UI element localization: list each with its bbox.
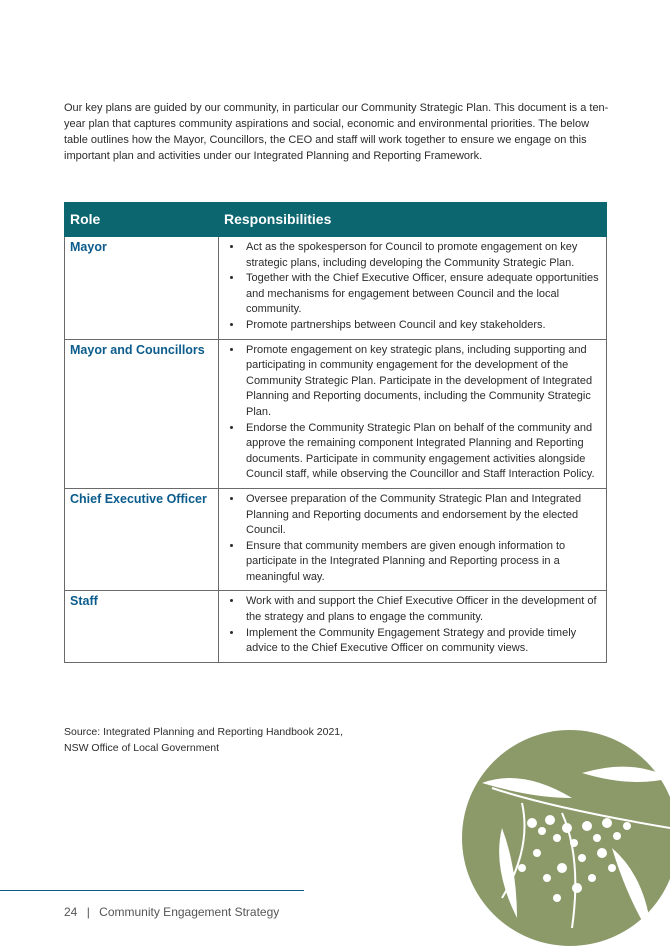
page-number: 24: [64, 905, 78, 919]
header-role: Role: [65, 203, 219, 237]
source-line-2: NSW Office of Local Government: [64, 742, 220, 754]
responsibilities-cell: [219, 591, 607, 662]
footer: [64, 905, 279, 919]
table-header-row: [65, 203, 607, 237]
responsibility-item: • Together with the Chief Executive Officer, ensure adequate opportunities and mechanisms for engagement between Council and the local community.: [243, 271, 601, 318]
responsibilities-cell: [219, 488, 607, 591]
role-staff: Staff: [65, 591, 219, 662]
responsibility-list: [224, 492, 601, 586]
eucalyptus-wattle-branch-icon: [462, 728, 670, 947]
footer-rule: [0, 890, 304, 891]
intro-paragraph: Our key plans are guided by our community, in particular our Community Strategic Plan. This document is a ten-year plan that captures community aspirations and social, economic and environmental priorities. The below table outlines how the Mayor, Councillors, the CEO and staff will work together to ensure we engage on this important plan and activities under our Integrated Planning and Reporting Framework.: [64, 102, 609, 162]
responsibility-list: [224, 594, 601, 656]
responsibilities-cell: [219, 339, 607, 488]
responsibility-item: • Ensure that community members are given enough information to participate in the Integrated Planning and Reporting process in a meaningful way.: [243, 539, 601, 586]
responsibility-list: [224, 343, 601, 483]
responsibility-item: • Work with and support the Chief Executive Officer in the development of the strategy and plans to engage the community.: [243, 594, 601, 625]
table-row: [65, 339, 607, 488]
responsibilities-cell: [219, 237, 607, 340]
responsibility-item: • Endorse the Community Strategic Plan on behalf of the community and approve the remaining component Integrated Planning and Reporting documents. Participate in community engagement activities alongside Council staff, while observing the Councillor and Staff Interaction Policy.: [243, 421, 601, 483]
responsibility-item: • Oversee preparation of the Community Strategic Plan and Integrated Planning and Reporting documents and endorsement by the elected Council.: [243, 492, 601, 539]
responsibility-item: • Act as the spokesperson for Council to promote engagement on key strategic plans, including developing the Community Strategic Plan.: [243, 240, 601, 271]
responsibility-list: [224, 240, 601, 334]
roles-table: [64, 202, 607, 663]
responsibility-item: • Promote engagement on key strategic plans, including supporting and participating in community engagement for the development of the Community Strategic Plan. Participate in the development of Integrated Planning and Reporting documents, including the Community Strategic Plan.: [243, 343, 601, 421]
responsibility-item: • Implement the Community Engagement Strategy and provide timely advice to the Chief Executive Officer on community views.: [243, 626, 601, 657]
source-line-1: Source: Integrated Planning and Reporting Handbook 2021,: [64, 726, 344, 738]
table-row: [65, 488, 607, 591]
role-mayor: Mayor: [65, 237, 219, 340]
role-chief-executive-officer: Chief Executive Officer: [65, 488, 219, 591]
header-responsibilities: Responsibilities: [219, 203, 607, 237]
table-row: [65, 591, 607, 662]
table-row: [65, 237, 607, 340]
footer-document-title: Community Engagement Strategy: [99, 905, 280, 919]
role-mayor-and-councillors: Mayor and Councillors: [65, 339, 219, 488]
source-note: [64, 724, 394, 756]
footer-separator: |: [86, 905, 90, 919]
responsibility-item: • Promote partnerships between Council and key stakeholders.: [243, 318, 601, 334]
